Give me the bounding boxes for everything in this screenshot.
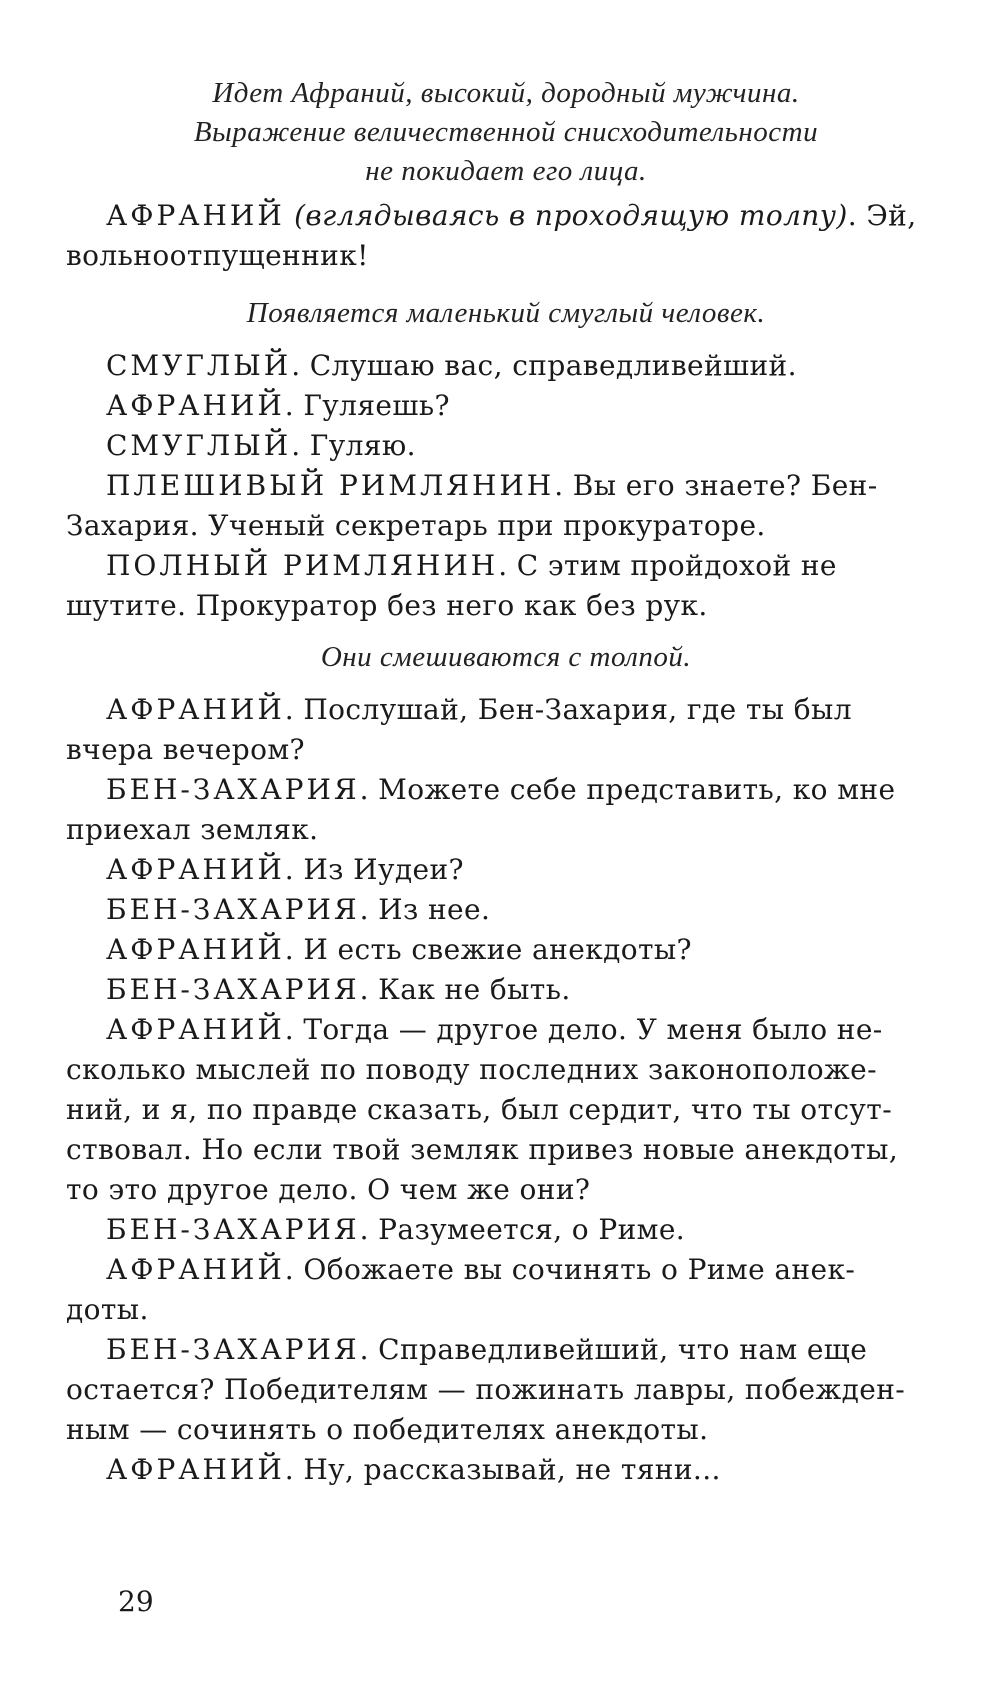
- stage-line: не покидает его лица.: [365, 155, 647, 187]
- page-number: 29: [118, 1585, 154, 1618]
- dialogue-line: [66, 196, 946, 236]
- dialogue-block: [66, 690, 946, 1490]
- speaker-name: АФРАНИЙ: [106, 1453, 285, 1486]
- stage-remark: (вглядываясь в проходящую толпу): [294, 199, 848, 232]
- dialogue-line: [66, 346, 946, 386]
- dialogue-line: вольноотпущенник!: [66, 239, 369, 272]
- dialogue-text: . Ну, рассказывай, не тяни...: [284, 1453, 721, 1486]
- speaker-name: ПЛЕШИВЫЙ РИМЛЯНИН: [106, 469, 555, 502]
- dialogue-text: . Из нее.: [359, 893, 491, 926]
- dialogue-line: остается? Победителям — пожинать лавры, побежден-: [66, 1373, 906, 1406]
- dialogue-text: . Слушаю вас, справедливейший.: [291, 349, 797, 382]
- dialogue-block: [66, 346, 946, 626]
- speaker-name: АФРАНИЙ: [106, 853, 285, 886]
- dialogue-text: . Эй,: [847, 199, 917, 232]
- dialogue-text: . Разумеется, о Риме.: [359, 1213, 686, 1246]
- speaker-name: БЕН-ЗАХАРИЯ: [106, 893, 360, 926]
- dialogue-line: [66, 930, 946, 970]
- dialogue-text: . С этим пройдохой не: [498, 549, 837, 582]
- dialogue-text: . Послушай, Бен-Захария, где ты был: [284, 693, 852, 726]
- dialogue-line: доты.: [66, 1293, 149, 1326]
- dialogue-line: ным — сочинять о победителях анекдоты.: [66, 1413, 709, 1446]
- speaker-name: ПОЛНЫЙ РИМЛЯНИН: [106, 549, 499, 582]
- dialogue-line: вчера вечером?: [66, 733, 305, 766]
- speaker-name: БЕН-ЗАХАРИЯ: [106, 773, 360, 806]
- speaker-name: АФРАНИЙ: [106, 1253, 285, 1286]
- speaker-name: АФРАНИЙ: [106, 933, 285, 966]
- dialogue-text: . Гуляешь?: [284, 389, 450, 422]
- dialogue-text: . Вы его знаете? Бен-: [554, 469, 878, 502]
- dialogue-line: [66, 1330, 946, 1370]
- stage-direction: Появляется маленький смуглый человек.: [246, 297, 766, 329]
- dialogue-line: [66, 1210, 946, 1250]
- speaker-name: АФРАНИЙ: [106, 199, 285, 232]
- dialogue-text: . Гуляю.: [291, 429, 416, 462]
- speaker-name: БЕН-ЗАХАРИЯ: [106, 973, 360, 1006]
- stage-direction: Они смешиваются с толпой.: [320, 641, 692, 673]
- dialogue-text: . И есть свежие анекдоты?: [284, 933, 692, 966]
- stage-line: Идет Афраний, высокий, дородный мужчина.: [212, 77, 800, 109]
- stage-direction: [66, 74, 946, 191]
- dialogue-line: [66, 890, 946, 930]
- stage-line: Выражение величественной снисходительности: [193, 116, 819, 148]
- dialogue-text: . Как не быть.: [359, 973, 571, 1006]
- dialogue-text: . Обожаете вы сочинять о Риме анек-: [284, 1253, 856, 1286]
- dialogue-text: . Справедливейший, что нам еще: [359, 1333, 868, 1366]
- speaker-name: АФРАНИЙ: [106, 693, 285, 726]
- speaker-name: АФРАНИЙ: [106, 1013, 285, 1046]
- dialogue-line: [66, 546, 946, 586]
- dialogue-line: приехал земляк.: [66, 813, 319, 846]
- speaker-name: АФРАНИЙ: [106, 389, 285, 422]
- dialogue-line: [66, 386, 946, 426]
- dialogue-line: [66, 1010, 946, 1050]
- dialogue-line: [66, 970, 946, 1010]
- speaker-name: СМУГЛЫЙ: [106, 429, 292, 462]
- dialogue-line: [66, 770, 946, 810]
- dialogue-line: [66, 1450, 946, 1490]
- speaker-name: СМУГЛЫЙ: [106, 349, 292, 382]
- dialogue-line: шутите. Прокуратор без него как без рук.: [66, 589, 708, 622]
- dialogue-line: [66, 1250, 946, 1290]
- dialogue-line: [66, 850, 946, 890]
- dialogue-text: . Можете себе представить, ко мне: [359, 773, 896, 806]
- dialogue-block: [66, 196, 946, 276]
- dialogue-line: ний, и я, по правде сказать, был сердит, что ты отсут-: [66, 1093, 893, 1126]
- dialogue-line: [66, 426, 946, 466]
- dialogue-line: Захария. Ученый секретарь при прокураторе.: [66, 509, 766, 542]
- dialogue-line: [66, 690, 946, 730]
- dialogue-line: ствовал. Но если твой земляк привез новые анекдоты,: [66, 1133, 899, 1166]
- dialogue-text: . Из Иудеи?: [284, 853, 464, 886]
- dialogue-line: [66, 466, 946, 506]
- dialogue-text: . Тогда — другое дело. У меня было не-: [284, 1013, 883, 1046]
- speaker-name: БЕН-ЗАХАРИЯ: [106, 1333, 360, 1366]
- dialogue-line: то это другое дело. О чем же они?: [66, 1173, 591, 1206]
- dialogue-line: сколько мыслей по поводу последних законоположе-: [66, 1053, 877, 1086]
- speaker-name: БЕН-ЗАХАРИЯ: [106, 1213, 360, 1246]
